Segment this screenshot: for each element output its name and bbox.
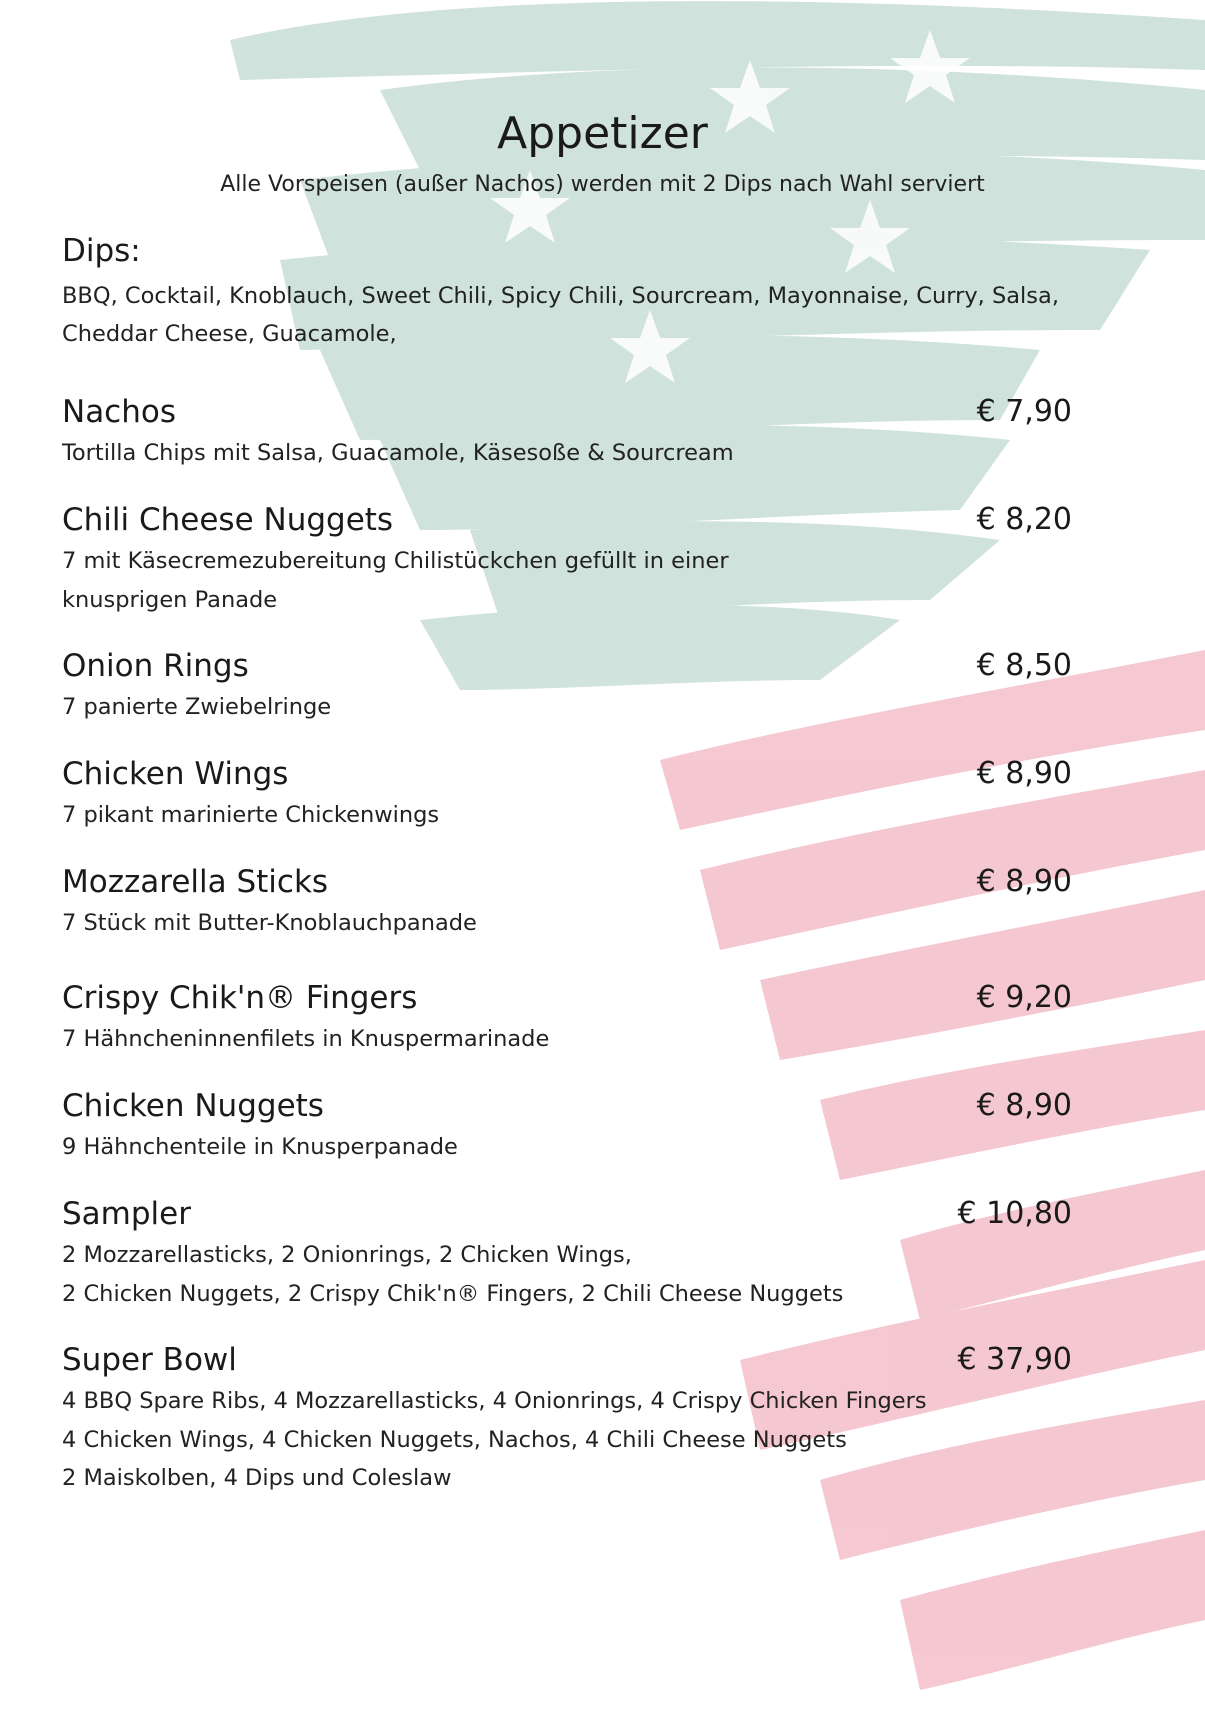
page-subtitle: Alle Vorspeisen (außer Nachos) werden mit 2 Dips nach Wahl serviert bbox=[220, 172, 985, 197]
item-description: 7 panierte Zwiebelringe bbox=[62, 694, 332, 720]
item-description: 7 pikant marinierte Chickenwings bbox=[62, 802, 440, 828]
item-name: Chicken Nuggets bbox=[62, 1088, 324, 1124]
menu-item-chicken-wings bbox=[62, 754, 1072, 835]
menu-item-mozzarella-sticks bbox=[62, 862, 1072, 943]
dips-list: BBQ, Cocktail, Knoblauch, Sweet Chili, Spicy Chili, Sourcream, Mayonnaise, Curry, Salsa, Cheddar Cheese, Guacamole, bbox=[62, 283, 1059, 347]
item-description: 4 BBQ Spare Ribs, 4 Mozzarellasticks, 4 Onionrings, 4 Crispy Chicken Fingers 4 Chicken Wings, 4 Chicken Nuggets, Nachos, 4 Chili Cheese Nuggets 2 Maiskolben, 4 Dips und Coleslaw bbox=[62, 1388, 927, 1491]
menu-item-chili-cheese-nuggets bbox=[62, 500, 1072, 619]
item-price: € 8,20 bbox=[976, 502, 1072, 537]
menu-item-super-bowl bbox=[62, 1340, 1072, 1498]
item-name: Super Bowl bbox=[62, 1342, 237, 1378]
item-name: Chili Cheese Nuggets bbox=[62, 502, 394, 538]
item-name: Mozzarella Sticks bbox=[62, 864, 329, 900]
dips-heading: Dips: bbox=[62, 233, 141, 269]
item-description: Tortilla Chips mit Salsa, Guacamole, Käsesoße & Sourcream bbox=[62, 440, 734, 466]
item-description: 7 Stück mit Butter-Knoblauchpanade bbox=[62, 910, 477, 936]
item-description: 7 Hähncheninnenfilets in Knuspermarinade bbox=[62, 1026, 550, 1052]
item-price: € 8,90 bbox=[976, 864, 1072, 899]
item-price: € 8,90 bbox=[976, 756, 1072, 791]
item-price: € 9,20 bbox=[976, 980, 1072, 1015]
item-price: € 8,90 bbox=[976, 1088, 1072, 1123]
item-description: 7 mit Käsecremezubereitung Chilistückchen gefüllt in einer knusprigen Panade bbox=[62, 548, 729, 613]
item-name: Nachos bbox=[62, 394, 176, 430]
item-price: € 8,50 bbox=[976, 648, 1072, 683]
item-price: € 37,90 bbox=[957, 1342, 1072, 1377]
item-name: Sampler bbox=[62, 1196, 191, 1232]
item-name: Chicken Wings bbox=[62, 756, 289, 792]
menu-item-onion-rings bbox=[62, 646, 1072, 727]
item-name: Crispy Chik'n® Fingers bbox=[62, 980, 418, 1016]
menu-item-chicken-nuggets bbox=[62, 1086, 1072, 1167]
item-description: 2 Mozzarellasticks, 2 Onionrings, 2 Chicken Wings, 2 Chicken Nuggets, 2 Crispy Chik'n® Fingers, 2 Chili Cheese Nuggets bbox=[62, 1242, 844, 1307]
item-name: Onion Rings bbox=[62, 648, 249, 684]
menu-item-sampler bbox=[62, 1194, 1072, 1313]
item-price: € 7,90 bbox=[976, 394, 1072, 429]
menu-item-nachos bbox=[62, 392, 1072, 473]
item-description: 9 Hähnchenteile in Knusperpanade bbox=[62, 1134, 458, 1160]
item-price: € 10,80 bbox=[957, 1196, 1072, 1231]
page-title: Appetizer bbox=[497, 108, 708, 159]
menu-item-crispy-chikn-fingers bbox=[62, 978, 1072, 1059]
